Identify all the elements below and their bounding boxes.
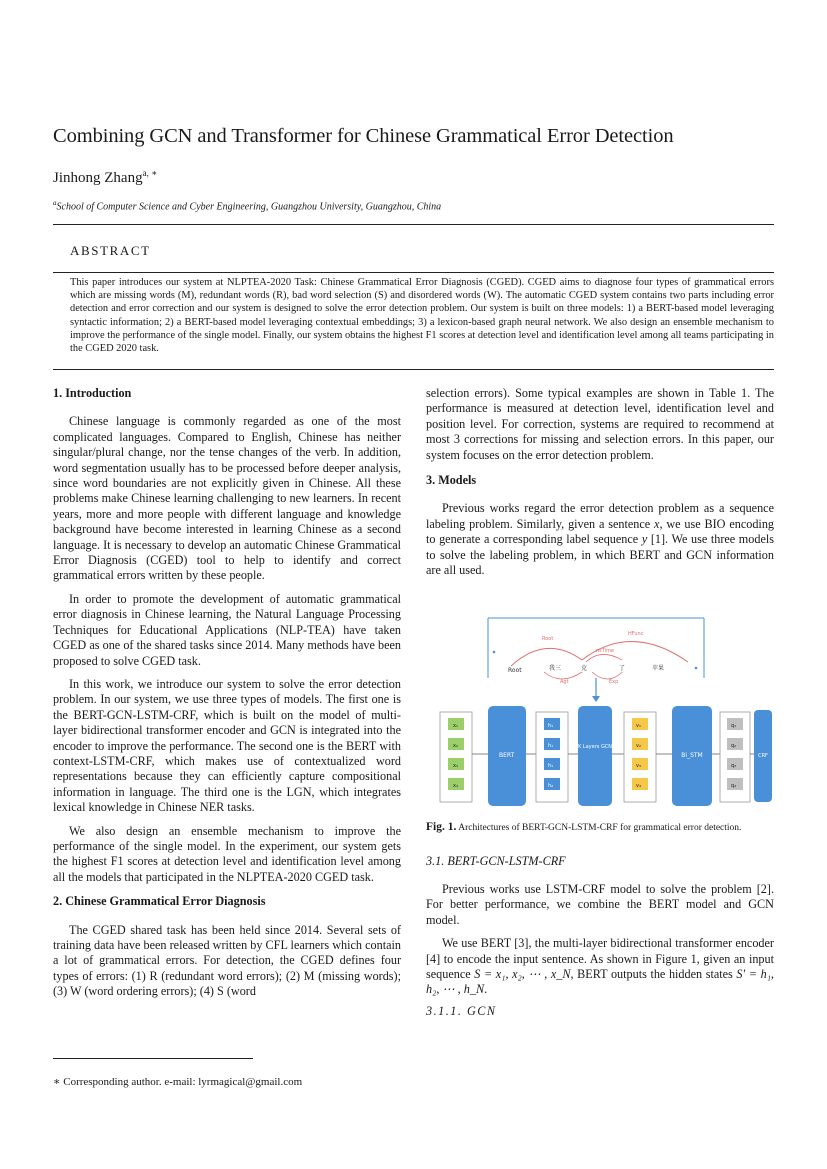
subsection-heading: 3.1. BERT-GCN-LSTM-CRF [426,854,566,869]
lstm-out-q4: q₄ [731,783,737,790]
abstract-top-rule [53,272,774,273]
figure-architecture [426,610,774,833]
left-column [53,386,401,1000]
hidden-h1: h₁ [548,723,554,730]
right-column [426,386,774,1019]
hidden-h4: h₂ [548,783,554,790]
section-heading-cged: 2. Chinese Grammatical Error Diagnosis [53,894,266,909]
input-x4: x₄ [453,783,458,790]
paragraph: We use BERT [3], the multi-layer bidirectional transformer encoder [4] to encode the input sentence. As shown in Figure 1, given an input sequence S = x₁, x₂, ⋯ , x_N, BERT outputs the hidden states S′ = h₁, h₂, ⋯ , h_N. [426,936,774,997]
affiliation-text: School of Computer Science and Cyber Engineering, Guangzhou University, Guangzhou, China [56,201,442,213]
abstract-text: This paper introduces our system at NLPTEA-2020 Task: Chinese Grammatical Error Diagnosis (CGED). CGED aims to diagnose four types of grammatical errors which are missing words (M), redundant words (R), bad word selection (S) and disordered words (W). The automatic CGED system contains two parts including error detection and error correction and our system is designed to solve the error detection problem. Our system is built on three models: 1) a BERT-based model leveraging syntactic information; 2) a BERT-based model leveraging contextual embeddings; 3) a lexicon-based graph neural network. We also design an ensemble mechanism to improve the performance of the single model. Finally, our system obtains the highest F1 scores at detection level and identification level among all teams participating in the CGED 2020 task. [70,277,774,355]
arc-label-root: Root [542,636,554,643]
abstract-heading: ABSTRACT [70,243,151,258]
gcn-label: K Layers GCN [577,744,613,751]
pipeline [440,706,772,806]
paragraph: selection errors). Some typical examples are shown in Table 1. The performance is measured at detection level, identification level and position level. For correction, systems are required to recommend at most 3 corrections for missing and selection errors. In this paper, our system focuses on the error detection problem. [426,386,774,462]
paragraph: In order to promote the development of automatic grammatical error diagnosis in Chinese learning, the Natural Language Processing Techniques for Educational Applications (NLP-TEA) have taken CGED as one of the shared tasks since 2014. Many methods have been proposed to solve CGED task. [53,591,401,668]
paragraph: Chinese language is commonly regarded as one of the most complicated languages. Compared to English, Chinese has neither singular/plural change, nor the tense changes of the verb. In addition, word segmentation usually has to be processed before deeper analysis, since word boundaries are not explicitly given in Chinese. All these problems make Chinese learning challenging to new learners. In recent years, more and more people with different language and knowledge background have become interested in learning Chinese as a second language. It is necessary to develop an automatic Chinese Grammatical Error Diagnosis (CGED) tool to help to identify and correct grammatical errors written by these people. [53,414,401,583]
lstm-out-q1: q₁ [731,723,737,730]
dep-word-root: Root [508,667,522,675]
subsubsection-heading: 3.1.1. GCN [426,1003,497,1018]
gcn-out-v4: v₄ [636,783,641,790]
gcn-block [578,706,612,806]
author-sup: a, ∗ [142,168,158,178]
affiliation [53,199,441,212]
arc-label-exp: Exp [609,679,619,686]
lstm-out-q2: q₂ [731,743,737,750]
dep-word-1: 我三 [549,665,562,673]
dependency-panel [488,618,704,702]
affiliation-sup: a [53,199,57,207]
paragraph: Previous works use LSTM-CRF model to solve the problem [2]. For better performance, we combine the BERT model and GCN model. [426,881,774,927]
gcn-out-v1: v₁ [636,723,641,730]
section-heading-models: 3. Models [426,473,477,488]
arc-label-hfunc: HFunc [628,631,644,638]
footnote-rule [53,1058,253,1059]
dep-word-4: 苹果 [652,665,665,673]
author-name: Jinhong Zhang [53,170,143,186]
input-x1: x₁ [453,723,458,730]
arc-label-agt: Agt [560,679,569,686]
lstm-out-q3: q₃ [731,763,737,770]
figure-caption: Fig. 1. Architectures of BERT-GCN-LSTM-CRF for grammatical error detection. [426,820,742,833]
figure-label: Fig. 1. [426,820,457,833]
dep-word-3: 了 [619,665,626,673]
hidden-h2: h₁ [548,743,554,750]
arc-label-nstime: nsTime [596,648,615,655]
gcn-out-v3: v₃ [636,763,641,770]
input-x2: x₂ [453,743,458,750]
author-line [53,168,157,187]
section-heading-introduction: 1. Introduction [53,386,132,400]
hidden-h3: h₁ [548,763,554,770]
crf-label: CRF [758,753,768,760]
footnote: ∗ Corresponding author. e-mail: lyrmagical@gmail.com [53,1076,303,1088]
abstract-bottom-rule [53,369,774,370]
bert-label: BERT [499,752,515,760]
gcn-out-v2: v₂ [636,743,641,750]
header-rule [53,224,774,225]
paragraph: Previous works regard the error detection problem as a sequence labeling problem. Similarly, given a sentence x, we use BIO encoding to generate a corresponding label sequence y [1]. We use three models to solve the labeling problem, in which BERT and GCN information are all used. [426,501,775,578]
dep-word-2: 克 [581,665,588,673]
lstm-label: Bi_STM [681,752,703,760]
input-x3: x₃ [453,763,458,770]
paper-title: Combining GCN and Transformer for Chinese Grammatical Error Detection [53,125,674,147]
paragraph: In this work, we introduce our system to solve the error detection problem. In our system, we use three types of models. The first one is the BERT-GCN-LSTM-CRF, which is built on the model of multi-layer bidirectional transformer encoder and GCN is integrated into the encoder to improve the performance. The second one is the BERT with context-LSTM-CRF, which makes use of contextualized word representations because they can efficiently capture compositional information in language. The third one is the LGN, which integrates lexical knowledge in Chinese NER tasks. [53,676,401,815]
architecture-diagram [426,610,774,810]
paragraph: We also design an ensemble mechanism to improve the performance of the single model. In the experiment, our system gets the highest F1 scores at detection level and identification level among all the models that participated in the NLPTEA-2020 CGED task. [53,823,401,884]
paragraph: The CGED shared task has been held since 2014. Several sets of training data have been released written by CFL learners which contain a lot of grammatical errors. For detection, the CGED defines four types of errors: (1) R (redundant word errors); (2) M (missing words); (3) W (word ordering errors); (4) S (word [53,922,401,999]
